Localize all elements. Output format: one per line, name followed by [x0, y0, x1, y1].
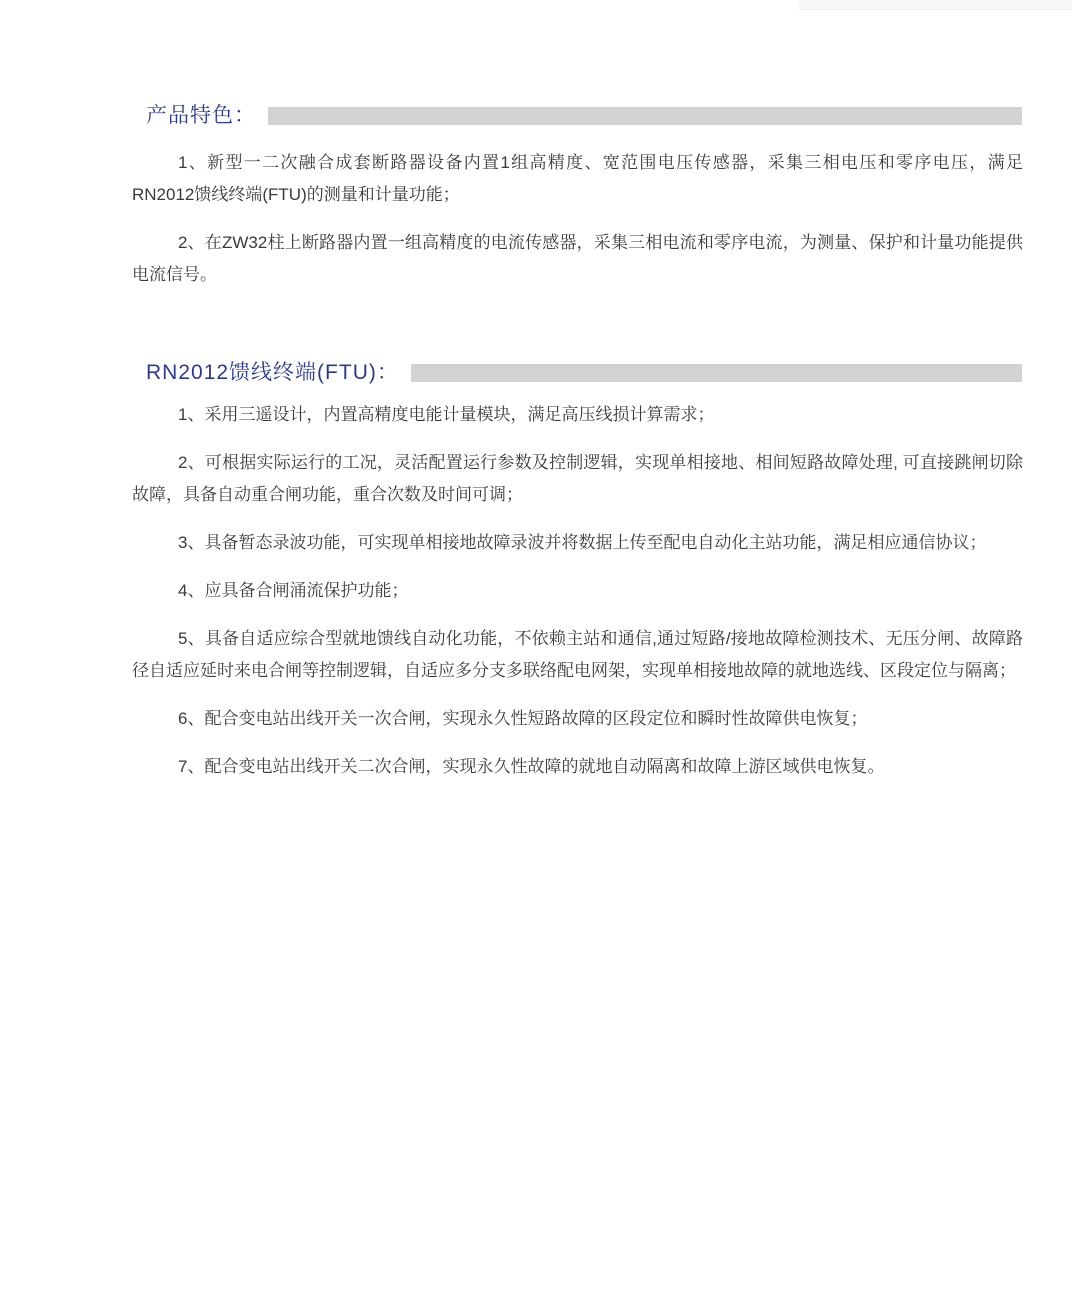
section-body-rn2012-ftu	[132, 399, 1023, 783]
paragraph: 1、采用三遥设计，内置高精度电能计量模块，满足高压线损计算需求；	[178, 405, 715, 424]
paragraph: 2、在ZW32柱上断路器内置一组高精度的电流传感器，采集三相电流和零序电流，为测量、保护和计量功能提供电流信号。	[132, 233, 1023, 284]
paragraph: 4、应具备合闸涌流保护功能；	[178, 581, 409, 600]
section-body-product-features	[132, 147, 1023, 291]
paragraph: 5、具备自适应综合型就地馈线自动化功能，不依赖主站和通信,通过短路/接地故障检测技术、无压分闸、故障路径自适应延时来电合闸等控制逻辑，自适应多分支多联络配电网架，实现单相接地故障的就地选线、区段定位与隔离；	[132, 629, 1023, 680]
paragraph: 3、具备暂态录波功能，可实现单相接地故障录波并将数据上传至配电自动化主站功能，满足相应通信协议；	[178, 533, 987, 552]
paragraph: 1、新型一二次融合成套断路器设备内置1组高精度、宽范围电压传感器，采集三相电压和零序电压，满足RN2012馈线终端(FTU)的测量和计量功能；	[132, 153, 1023, 204]
paragraph: 2、可根据实际运行的工况，灵活配置运行参数及控制逻辑，实现单相接地、相间短路故障处理, 可直接跳闸切除故障，具备自动重合闸功能，重合次数及时间可调；	[132, 453, 1023, 504]
paragraph: 7、配合变电站出线开关二次合闸，实现永久性故障的就地自动隔离和故障上游区域供电恢复。	[178, 757, 885, 776]
paragraph: 6、配合变电站出线开关一次合闸，实现永久性短路故障的区段定位和瞬时性故障供电恢复；	[178, 709, 868, 728]
section-heading-rn2012-ftu	[146, 359, 1022, 387]
heading-decorative-bar	[411, 364, 1022, 382]
section-heading-product-features	[146, 102, 1022, 130]
heading-decorative-bar	[268, 107, 1022, 125]
document-content	[132, 0, 1023, 799]
section-title: 产品特色：	[146, 104, 256, 127]
section-title: RN2012馈线终端(FTU)：	[146, 361, 399, 384]
